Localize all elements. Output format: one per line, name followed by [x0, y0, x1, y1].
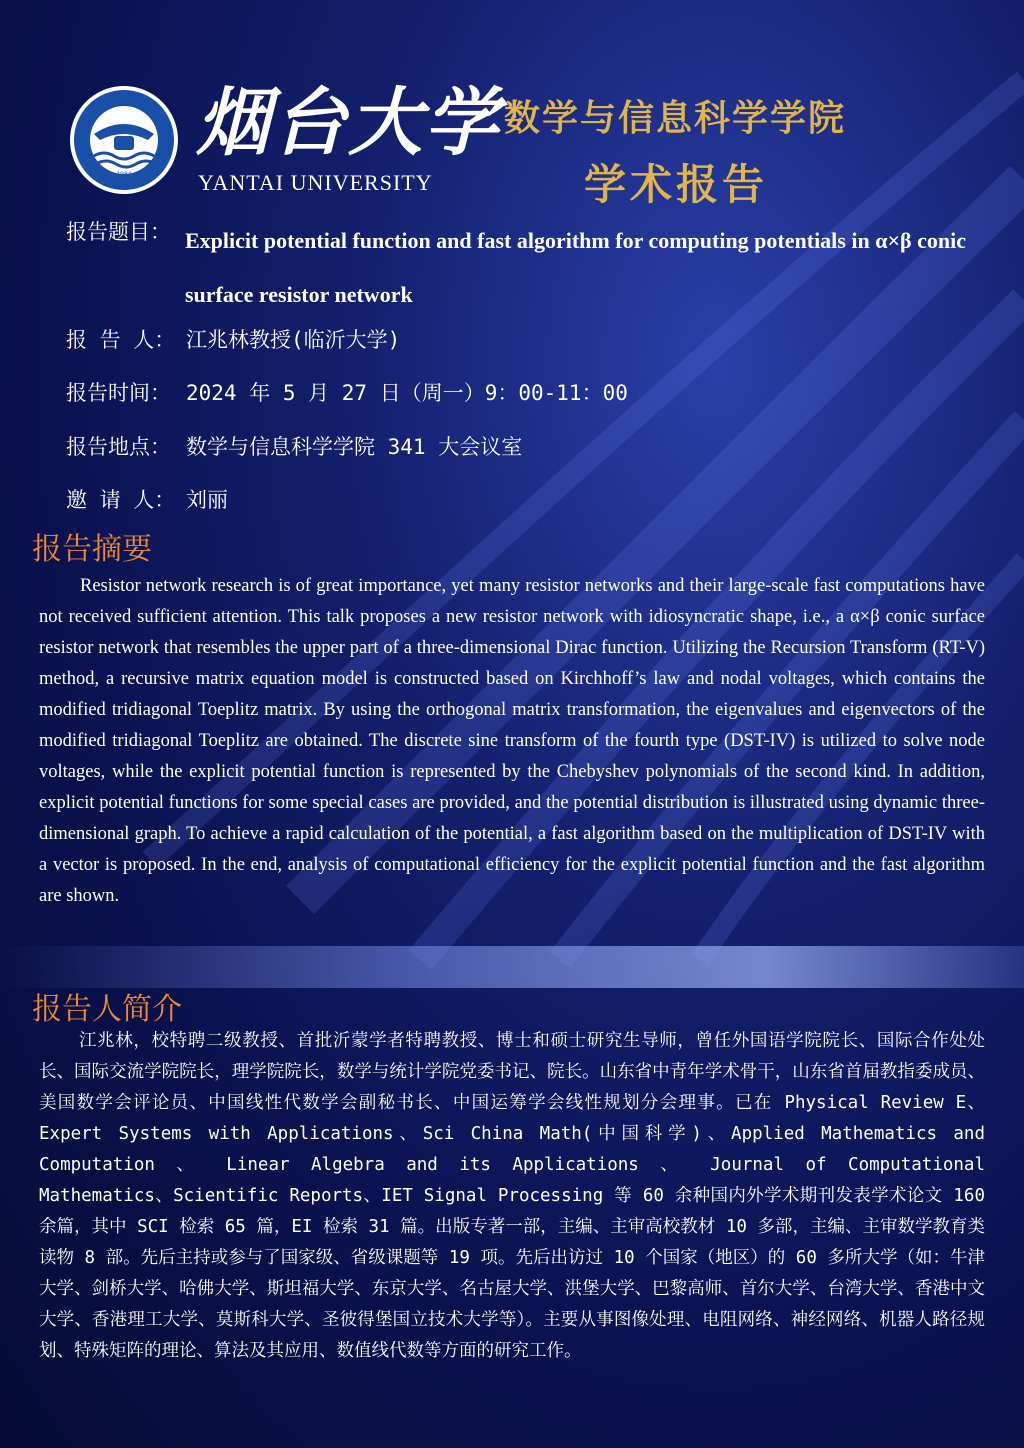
report-type-heading: 学术报告 [584, 160, 769, 209]
school-name: 数学与信息科学学院 [504, 98, 847, 139]
speaker-value: 江兆林教授(临沂大学) [186, 328, 401, 352]
inviter-row [66, 484, 228, 514]
location-row [66, 431, 522, 461]
time-value: 2024 年 5 月 27 日（周一）9：00-11：00 [186, 381, 628, 405]
location-value: 数学与信息科学学院 341 大会议室 [186, 435, 523, 459]
university-name-en: YANTAI UNIVERSITY [198, 170, 433, 195]
university-name-cn: 烟台大学 [196, 80, 500, 166]
bio-text: 江兆林，校特聘二级教授、首批沂蒙学者特聘教授、博士和硕士研究生导师，曾任外国语学院院长、国际合作处处长、国际交流学院院长，理学院院长，数学与统计学院党委书记、院长。山东省中青年学术骨干，山东省首届教指委成员、美国数学会评论员、中国线性代数学会副秘书长、中国运筹学会线性规划分会理事。已在 Physical Review E、Expert Systems with Applications、Sci China Math(中国科学)、Applied Mathematics and Computation 、 Linear Algebra and its Applications 、 Journal of Computational Mathematics、Scientific Reports、IET Signal Processing 等 60 余种国内外学术期刊发表学术论文 160 余篇，其中 SCI 检索 65 篇，EI 检索 31 篇。出版专著一部，主编、主审高校教材 10 多部，主编、主审数学教育类读物 8 部。先后主持或参与了国家级、省级课题等 19 项。先后出访过 10 个国家（地区）的 60 多所大学（如：牛津大学、剑桥大学、哈佛大学、斯坦福大学、东京大学、名古屋大学、洪堡大学、巴黎高师、首尔大学、台湾大学、香港中文大学、香港理工大学、莫斯科大学、圣彼得堡国立技术大学等）。主要从事图像处理、电阻网络、神经网络、机器人路径规划、特殊矩阵的理论、算法及其应用、数值线代数等方面的研究工作。 [39, 1031, 985, 1361]
location-label: 报告地点： [66, 435, 171, 459]
abstract-heading: 报告摘要 [32, 532, 152, 567]
university-logo [68, 84, 180, 196]
abstract-text: Resistor network research is of great importance, yet many resistor networks and their large-scale fast computations have not received sufficient attention. This talk proposes a new resistor network with idiosyncratic shape, i.e., a α×β conic surface resistor network that resembles the upper part of a three-dimensional Dirac function. Utilizing the Recursion Transform (RT-V) method, a recursive matrix equation model is constructed based on Kirchhoff’s law and nodal voltages, which contains the modified tridiagonal Toeplitz matrix. By using the orthogonal matrix transformation, the eigenvalues and eigenvectors of the modified tridiagonal Toeplitz are obtained. The discrete sine transform of the fourth type (DST-IV) is utilized to solve node voltages, while the explicit potential function is represented by the Chebyshev polynomials of the second kind. In addition, explicit potential functions for some special cases are provided, and the potential distribution is illustrated using dynamic three-dimensional graph. To achieve a rapid calculation of the potential, a fast algorithm based on the multiplication of DST-IV with a vector is proposed. In the end, analysis of computational efficiency for the explicit potential function and the fast algorithm are shown. [39, 576, 985, 906]
inviter-label: 邀 请 人： [66, 488, 176, 512]
bio-heading: 报告人简介 [32, 992, 182, 1027]
speaker-row [66, 324, 400, 354]
report-title: Explicit potential function and fast algorithm for computing potentials in α×β conic surface resistor network [185, 228, 966, 307]
inviter-value: 刘丽 [186, 488, 228, 512]
title-row [66, 216, 186, 246]
time-row [66, 377, 628, 407]
logo-year: 1984 [116, 171, 132, 178]
title-label: 报告题目： [66, 220, 171, 244]
time-label: 报告时间： [66, 381, 171, 405]
decorative-light-band [0, 946, 1024, 988]
speaker-label: 报 告 人： [66, 328, 176, 352]
